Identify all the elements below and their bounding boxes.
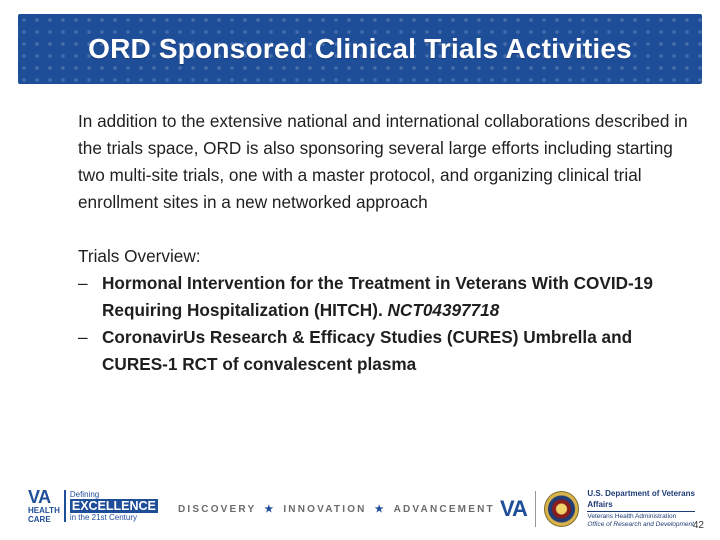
va-seal-icon xyxy=(544,491,579,527)
va-department-logo xyxy=(500,488,720,529)
va-logo-health: HEALTH xyxy=(28,506,60,515)
slide-content xyxy=(78,108,690,378)
dept-rule xyxy=(587,511,695,512)
excellence-line3: in the 21st Century xyxy=(69,513,138,522)
bullet-dash: – xyxy=(78,327,88,347)
excellence-logo xyxy=(70,490,158,522)
excellence-line2: EXCELLENCE xyxy=(71,499,156,513)
bullet-item xyxy=(78,270,690,324)
va-mark: VA xyxy=(500,495,527,521)
footer xyxy=(0,484,720,530)
dept-name: U.S. Department of Veterans Affairs xyxy=(587,489,695,509)
title-banner xyxy=(18,14,702,84)
logo-divider xyxy=(64,490,66,522)
star-icon: ★ xyxy=(374,504,384,515)
slide-title: ORD Sponsored Clinical Trials Activities xyxy=(88,33,632,64)
tagline xyxy=(178,504,495,515)
trial-id: NCT04397718 xyxy=(387,300,500,320)
tagline-word: DISCOVERY xyxy=(178,504,257,515)
page-number: 42 xyxy=(692,520,704,531)
dept-vha: Veterans Health Administration xyxy=(587,513,677,520)
bullet-item xyxy=(78,324,690,378)
va-logo-text: VA xyxy=(28,487,51,507)
star-icon: ★ xyxy=(264,504,274,515)
overview-title: Trials Overview: xyxy=(78,246,201,266)
bullet-text: CoronavirUs Research & Efficacy Studies (CURES) Umbrella and CURES-1 RCT of convalescent plasma xyxy=(102,327,633,374)
va-logo-block xyxy=(28,488,60,524)
bullet-dash: – xyxy=(78,273,88,293)
excellence-line1: Defining xyxy=(69,490,100,499)
va-logo-care: CARE xyxy=(28,515,51,524)
tagline-word: ADVANCEMENT xyxy=(393,504,495,515)
intro-paragraph: In addition to the extensive national and international collaborations described in the trials space, ORD is also sponsoring several large efforts including starting two multi-site trials, one with a master protocol, and organizing clinical trial enrollment sites in a new networked approach xyxy=(78,111,688,212)
dept-ord: Office of Research and Development xyxy=(587,521,694,528)
bullet-text: Hormonal Intervention for the Treatment in Veterans With COVID-19 Requiring Hospitalization (HITCH). xyxy=(102,273,653,320)
va-healthcare-logo xyxy=(28,488,158,524)
tagline-word: INNOVATION xyxy=(283,504,367,515)
logo-divider xyxy=(535,491,536,527)
